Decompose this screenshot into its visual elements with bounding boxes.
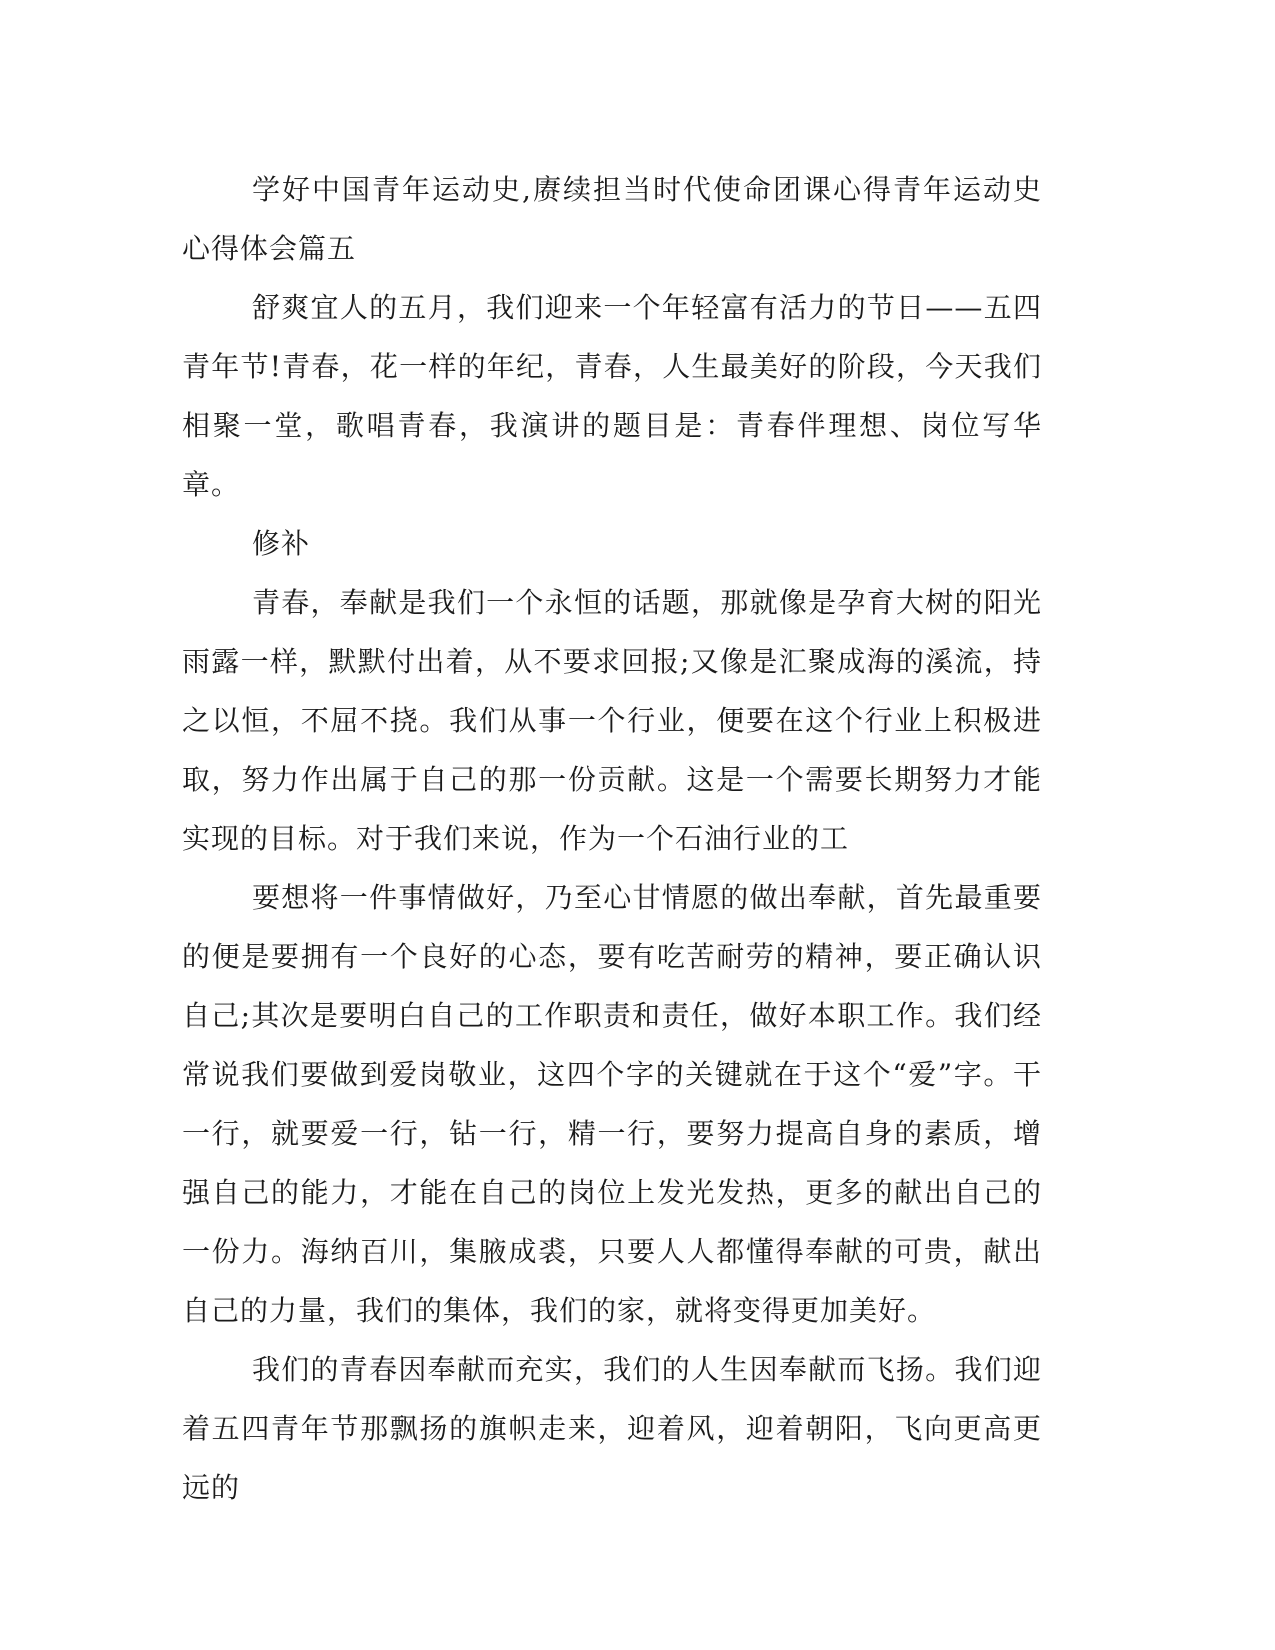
document-body (182, 160, 1042, 1517)
paragraph-heading-repair: 修补 (252, 527, 311, 560)
paragraph-attitude: 要想将一件事情做好，乃至心甘情愿的做出奉献，首先最重要的便是要拥有一个良好的心态，要有吃苦耐劳的精神，要正确认识自己;其次是要明白自己的工作职责和责任，做好本职工作。我们经常说我们要做到爱岗敬业，这四个字的关键就在于这个“爱”字。干一行，就要爱一行，钻一行，精一行，要努力提高自身的素质，增强自己的能力，才能在自己的岗位上发光发热，更多的献出自己的一份力。海纳百川，集腋成裘，只要人人都懂得奉献的可贵，献出自己的力量，我们的集体，我们的家，就将变得更加美好。 (182, 881, 1042, 1327)
paragraph-intro: 舒爽宜人的五月，我们迎来一个年轻富有活力的节日——五四青年节!青春，花一样的年纪，青春，人生最美好的阶段，今天我们相聚一堂，歌唱青春，我演讲的题目是：青春伴理想、岗位写华章。 (182, 291, 1042, 501)
paragraph-dedication: 青春，奉献是我们一个永恒的话题，那就像是孕育大树的阳光雨露一样，默默付出着，从不要求回报;又像是汇聚成海的溪流，持之以恒，不屈不挠。我们从事一个行业，便要在这个行业上积极进取，努力作出属于自己的那一份贡献。这是一个需要长期努力才能实现的目标。对于我们来说，作为一个石油行业的工 (182, 586, 1042, 855)
paragraph-conclusion: 我们的青春因奉献而充实，我们的人生因奉献而飞扬。我们迎着五四青年节那飘扬的旗帜走来，迎着风，迎着朝阳，飞向更高更远的 (182, 1353, 1042, 1504)
document-title: 学好中国青年运动史,赓续担当时代使命团课心得青年运动史心得体会篇五 (182, 173, 1042, 265)
